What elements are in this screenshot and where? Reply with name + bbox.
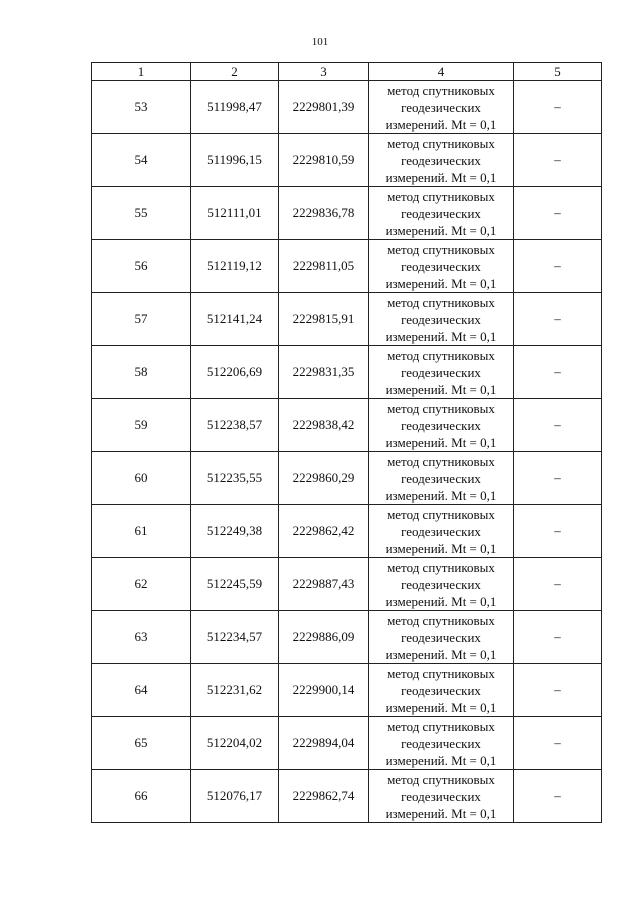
column-header: 5 xyxy=(514,63,602,81)
y-coordinate-cell: 2229811,05 xyxy=(279,240,369,293)
column-header: 3 xyxy=(279,63,369,81)
point-number-cell: 60 xyxy=(92,452,191,505)
point-number-cell: 59 xyxy=(92,399,191,452)
table-row xyxy=(92,399,602,452)
method-cell xyxy=(369,770,514,823)
accuracy-cell: – xyxy=(514,187,602,240)
method-line: геодезических xyxy=(401,205,481,221)
x-coordinate-cell: 511998,47 xyxy=(191,81,279,134)
point-number-cell: 57 xyxy=(92,293,191,346)
method-line: метод спутниковых xyxy=(387,294,495,310)
method-cell xyxy=(369,346,514,399)
point-number-cell: 56 xyxy=(92,240,191,293)
method-line: метод спутниковых xyxy=(387,559,495,575)
x-coordinate-cell: 512119,12 xyxy=(191,240,279,293)
table-row xyxy=(92,505,602,558)
x-coordinate-cell: 512076,17 xyxy=(191,770,279,823)
table-row xyxy=(92,240,602,293)
y-coordinate-cell: 2229900,14 xyxy=(279,664,369,717)
method-line: метод спутниковых xyxy=(387,241,495,257)
x-coordinate-cell: 512234,57 xyxy=(191,611,279,664)
column-header: 2 xyxy=(191,63,279,81)
method-line: измерений. Mt = 0,1 xyxy=(385,116,497,132)
x-coordinate-cell: 512231,62 xyxy=(191,664,279,717)
x-coordinate-cell: 512235,55 xyxy=(191,452,279,505)
method-cell xyxy=(369,452,514,505)
accuracy-cell: – xyxy=(514,240,602,293)
y-coordinate-cell: 2229815,91 xyxy=(279,293,369,346)
y-coordinate-cell: 2229862,42 xyxy=(279,505,369,558)
method-line: геодезических xyxy=(401,682,481,698)
table-row xyxy=(92,293,602,346)
method-line: геодезических xyxy=(401,152,481,168)
x-coordinate-cell: 512245,59 xyxy=(191,558,279,611)
method-cell xyxy=(369,664,514,717)
table-row xyxy=(92,452,602,505)
y-coordinate-cell: 2229801,39 xyxy=(279,81,369,134)
accuracy-cell: – xyxy=(514,452,602,505)
x-coordinate-cell: 512206,69 xyxy=(191,346,279,399)
point-number-cell: 64 xyxy=(92,664,191,717)
table-row xyxy=(92,611,602,664)
x-coordinate-cell: 512249,38 xyxy=(191,505,279,558)
method-line: геодезических xyxy=(401,311,481,327)
method-line: геодезических xyxy=(401,417,481,433)
accuracy-cell: – xyxy=(514,664,602,717)
point-number-cell: 55 xyxy=(92,187,191,240)
method-line: геодезических xyxy=(401,735,481,751)
method-line: геодезических xyxy=(401,788,481,804)
y-coordinate-cell: 2229836,78 xyxy=(279,187,369,240)
accuracy-cell: – xyxy=(514,558,602,611)
x-coordinate-cell: 511996,15 xyxy=(191,134,279,187)
method-cell xyxy=(369,240,514,293)
table-row xyxy=(92,664,602,717)
method-line: метод спутниковых xyxy=(387,506,495,522)
x-coordinate-cell: 512204,02 xyxy=(191,717,279,770)
method-line: измерений. Mt = 0,1 xyxy=(385,487,497,503)
y-coordinate-cell: 2229894,04 xyxy=(279,717,369,770)
table-row xyxy=(92,134,602,187)
accuracy-cell: – xyxy=(514,717,602,770)
point-number-cell: 61 xyxy=(92,505,191,558)
column-header: 4 xyxy=(369,63,514,81)
method-line: измерений. Mt = 0,1 xyxy=(385,752,497,768)
y-coordinate-cell: 2229860,29 xyxy=(279,452,369,505)
point-number-cell: 58 xyxy=(92,346,191,399)
y-coordinate-cell: 2229886,09 xyxy=(279,611,369,664)
table-row xyxy=(92,717,602,770)
table-row xyxy=(92,770,602,823)
x-coordinate-cell: 512111,01 xyxy=(191,187,279,240)
y-coordinate-cell: 2229838,42 xyxy=(279,399,369,452)
method-line: метод спутниковых xyxy=(387,347,495,363)
method-cell xyxy=(369,399,514,452)
table-row xyxy=(92,81,602,134)
method-line: измерений. Mt = 0,1 xyxy=(385,381,497,397)
y-coordinate-cell: 2229887,43 xyxy=(279,558,369,611)
method-cell xyxy=(369,134,514,187)
method-line: метод спутниковых xyxy=(387,188,495,204)
method-line: геодезических xyxy=(401,470,481,486)
method-line: метод спутниковых xyxy=(387,453,495,469)
method-line: измерений. Mt = 0,1 xyxy=(385,222,497,238)
method-cell xyxy=(369,81,514,134)
method-cell xyxy=(369,558,514,611)
method-line: измерений. Mt = 0,1 xyxy=(385,540,497,556)
method-line: метод спутниковых xyxy=(387,612,495,628)
method-cell xyxy=(369,293,514,346)
accuracy-cell: – xyxy=(514,399,602,452)
method-cell xyxy=(369,717,514,770)
method-cell xyxy=(369,187,514,240)
method-line: метод спутниковых xyxy=(387,771,495,787)
y-coordinate-cell: 2229810,59 xyxy=(279,134,369,187)
method-line: геодезических xyxy=(401,576,481,592)
y-coordinate-cell: 2229831,35 xyxy=(279,346,369,399)
y-coordinate-cell: 2229862,74 xyxy=(279,770,369,823)
method-line: геодезических xyxy=(401,258,481,274)
method-line: измерений. Mt = 0,1 xyxy=(385,434,497,450)
accuracy-cell: – xyxy=(514,505,602,558)
method-line: измерений. Mt = 0,1 xyxy=(385,805,497,821)
point-number-cell: 66 xyxy=(92,770,191,823)
method-cell xyxy=(369,505,514,558)
coordinates-table xyxy=(91,62,602,823)
table-header-row xyxy=(92,63,602,81)
method-line: измерений. Mt = 0,1 xyxy=(385,699,497,715)
method-line: метод спутниковых xyxy=(387,400,495,416)
point-number-cell: 63 xyxy=(92,611,191,664)
method-cell xyxy=(369,611,514,664)
method-line: измерений. Mt = 0,1 xyxy=(385,646,497,662)
accuracy-cell: – xyxy=(514,81,602,134)
accuracy-cell: – xyxy=(514,346,602,399)
method-line: геодезических xyxy=(401,364,481,380)
table-row xyxy=(92,187,602,240)
column-header: 1 xyxy=(92,63,191,81)
method-line: метод спутниковых xyxy=(387,135,495,151)
point-number-cell: 53 xyxy=(92,81,191,134)
method-line: измерений. Mt = 0,1 xyxy=(385,328,497,344)
method-line: геодезических xyxy=(401,99,481,115)
accuracy-cell: – xyxy=(514,134,602,187)
method-line: метод спутниковых xyxy=(387,718,495,734)
page-number: 101 xyxy=(311,36,329,48)
point-number-cell: 62 xyxy=(92,558,191,611)
accuracy-cell: – xyxy=(514,293,602,346)
table-row xyxy=(92,558,602,611)
method-line: метод спутниковых xyxy=(387,82,495,98)
method-line: метод спутниковых xyxy=(387,665,495,681)
table-row xyxy=(92,346,602,399)
x-coordinate-cell: 512238,57 xyxy=(191,399,279,452)
method-line: геодезических xyxy=(401,629,481,645)
method-line: геодезических xyxy=(401,523,481,539)
point-number-cell: 54 xyxy=(92,134,191,187)
method-line: измерений. Mt = 0,1 xyxy=(385,169,497,185)
accuracy-cell: – xyxy=(514,611,602,664)
method-line: измерений. Mt = 0,1 xyxy=(385,275,497,291)
method-line: измерений. Mt = 0,1 xyxy=(385,593,497,609)
point-number-cell: 65 xyxy=(92,717,191,770)
x-coordinate-cell: 512141,24 xyxy=(191,293,279,346)
accuracy-cell: – xyxy=(514,770,602,823)
